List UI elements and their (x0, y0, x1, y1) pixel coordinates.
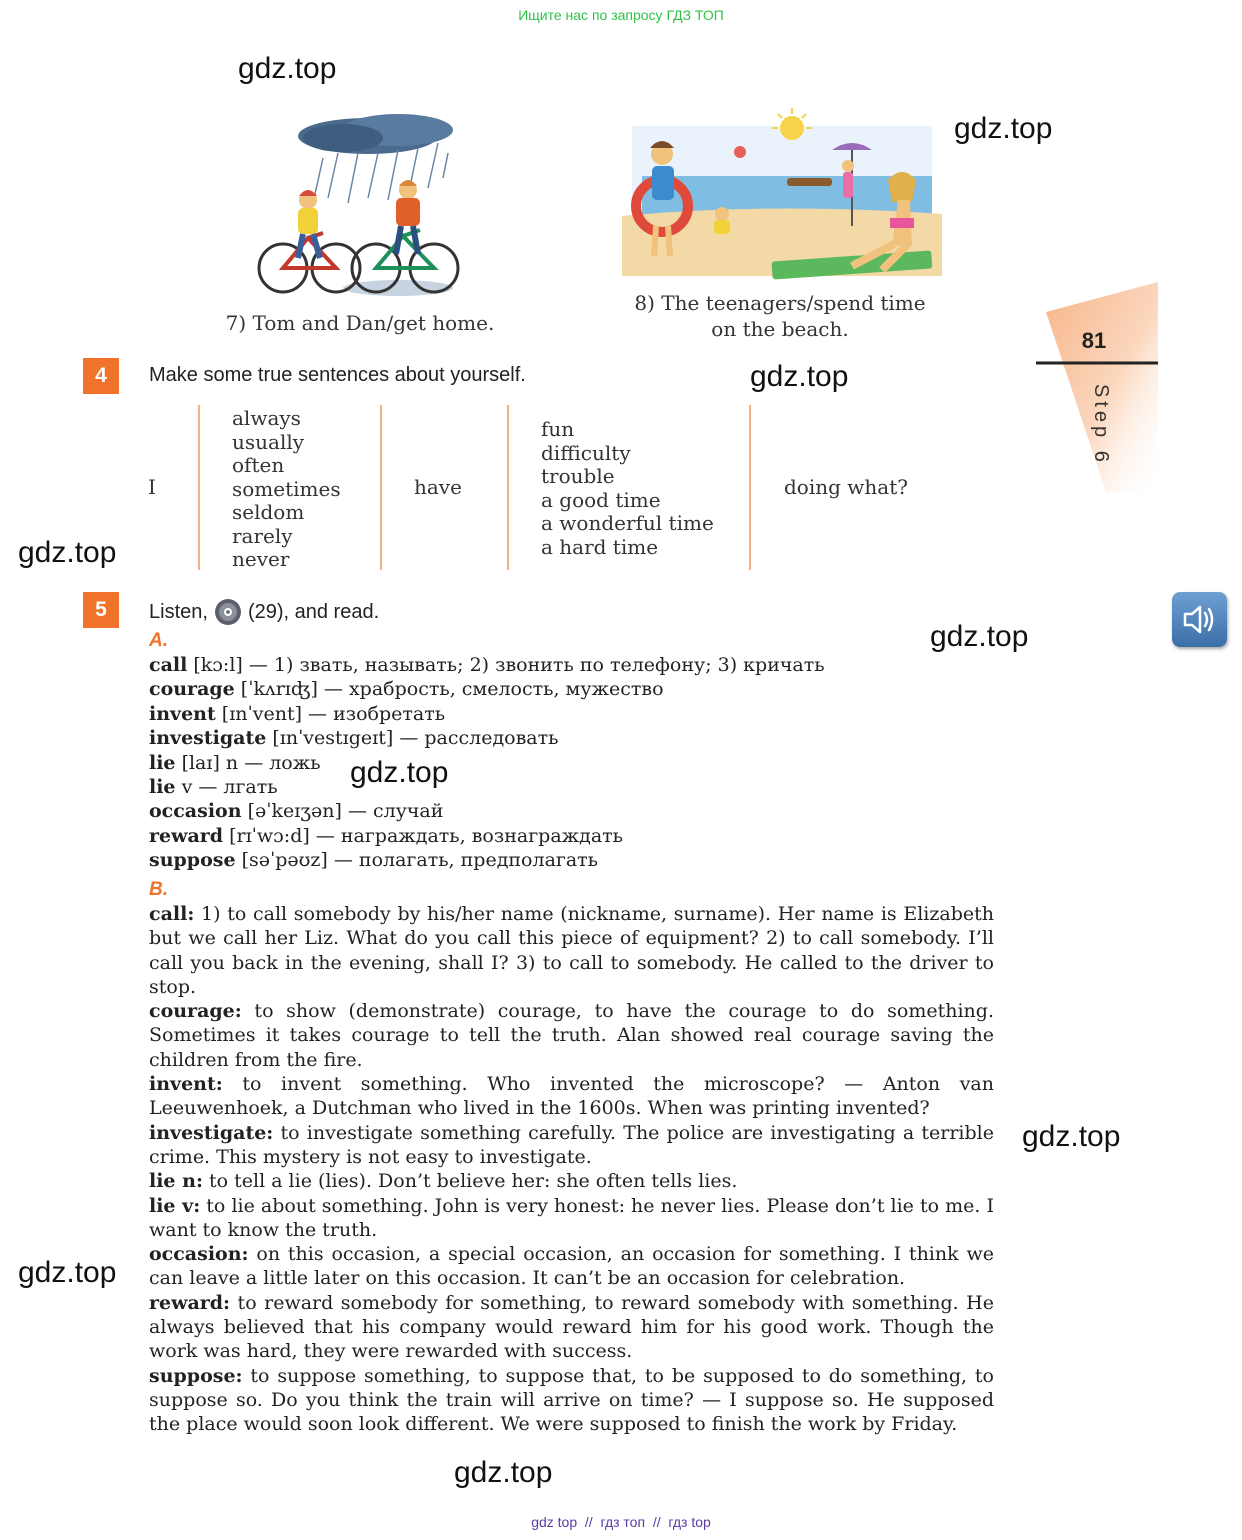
definition-word: suppose: (149, 1364, 243, 1387)
watermark: gdz.top (1022, 1120, 1121, 1153)
step-label: Step 6 (1090, 384, 1112, 466)
instruction-track: (29), and read. (247, 600, 380, 623)
vocab-word: occasion (149, 800, 242, 823)
adverb-item: often (232, 453, 285, 477)
section-b-label: B. (149, 879, 168, 900)
watermark: gdz.top (454, 1456, 553, 1489)
definition-entry (149, 1194, 994, 1243)
adverb-item: sometimes (232, 476, 341, 501)
adverb-item: never (232, 547, 290, 571)
watermark: gdz.top (750, 360, 849, 393)
watermark: gdz.top (18, 1256, 117, 1289)
table-divider (380, 405, 382, 570)
vocab-translation: [laɪ] n — ложь (175, 751, 321, 774)
definition-word: call: (149, 903, 195, 925)
definition-word: lie n: (149, 1170, 203, 1193)
substitution-subject: I (148, 475, 156, 499)
definition-text: to suppose something, to suppose that, to be supposed to do something, to suppose so. Do you think the train will arrive on time? — I suppose so. He supposed the place would soon look different. We were supposed to finish the work by Friday. (149, 1364, 994, 1436)
object-item: a good time (541, 487, 661, 512)
object-item: trouble (541, 464, 615, 488)
top-banner[interactable]: Ищите нас по запросу ГДЗ ТОП (518, 7, 724, 23)
vocab-word: call (149, 654, 188, 676)
definition-text: to lie about something. John is very honest: he never lies. Please don’t lie to me. I want to know the truth. (149, 1194, 994, 1241)
vocab-word: suppose (149, 849, 236, 872)
object-item: fun (541, 417, 575, 441)
table-divider (749, 405, 751, 570)
definitions-text (149, 902, 994, 1437)
table-divider (507, 405, 509, 570)
section-a-label: A. (149, 630, 168, 651)
vocab-word: lie (149, 751, 176, 774)
vocab-translation: v — лгать (175, 776, 278, 799)
image-caption-8-line1: 8) The teenagers/spend time (634, 291, 926, 315)
definition-entry (149, 1291, 994, 1364)
image-caption-8 (600, 290, 960, 342)
definition-word: courage: (149, 1000, 242, 1023)
vocab-entry (149, 799, 949, 823)
page-number: 81 (1081, 328, 1107, 353)
definition-entry (149, 1242, 994, 1291)
watermark: gdz.top (18, 536, 117, 569)
exercise-5-instruction (149, 598, 379, 626)
exercise-number-4: 4 (83, 358, 119, 394)
footer-links[interactable]: gdz top // гдз топ // гдз top (531, 1514, 711, 1530)
definition-word: occasion: (149, 1243, 249, 1266)
definition-entry (149, 1169, 994, 1193)
substitution-ending: doing what? (784, 475, 908, 499)
definition-entry (149, 902, 994, 999)
definition-entry (149, 999, 994, 1072)
watermark: gdz.top (954, 112, 1053, 145)
vocabulary-list (149, 653, 949, 873)
vocab-entry (149, 726, 949, 750)
beach-illustration (612, 106, 942, 282)
definition-word: reward: (149, 1291, 231, 1314)
vocab-entry (149, 775, 949, 799)
adverb-item: always (232, 406, 301, 430)
definition-text: to tell a lie (lies). Don’t believe her: she often tells lies. (202, 1170, 738, 1193)
adverb-item: rarely (232, 523, 293, 548)
vocab-word: invent (149, 702, 216, 725)
watermark: gdz.top (930, 620, 1029, 653)
vocab-entry (149, 702, 949, 726)
audio-play-button[interactable] (1172, 592, 1227, 647)
image-caption-7: 7) Tom and Dan/get home. (225, 311, 495, 335)
adverb-item: usually (232, 429, 305, 454)
definition-text: to show (demonstrate) courage, to have the courage to do something. Sometimes it takes courage to tell the truth. Alan showed real courage saving the children from the fire. (149, 1000, 994, 1071)
definition-word: invent: (149, 1073, 223, 1096)
definition-entry (149, 1072, 994, 1121)
image-caption-8-line2: on the beach. (711, 317, 849, 341)
vocab-entry (149, 653, 949, 677)
watermark: gdz.top (238, 52, 337, 85)
vocab-translation: [ˈkʌrɪʤ] — храбрость, смелость, мужество (234, 678, 664, 701)
cd-icon (214, 598, 242, 626)
vocab-translation: [əˈkeɪʒən] — случай (241, 800, 444, 823)
vocab-word: lie (149, 776, 176, 799)
object-item: a hard time (541, 534, 659, 559)
definition-word: lie v: (149, 1194, 201, 1217)
substitution-verb: have (414, 475, 462, 499)
vocab-translation: [rɪˈwɔ:d] — награждать, вознаграждать (223, 824, 624, 847)
vocab-translation: [səˈpəʊz] — полагать, предполагать (235, 849, 599, 872)
speaker-icon (1172, 592, 1227, 647)
table-divider (198, 405, 200, 570)
definition-text: to reward somebody for something, to reward somebody with something. He always believed that his company would reward him for his good work. Though the work was hard, they were rewarded with success. (149, 1291, 994, 1363)
vocab-entry (149, 824, 949, 848)
instruction-listen: Listen, (149, 600, 208, 623)
definition-text: to invent something. Who invented the microscope? — Anton van Leeuwenhoek, a Dutchman who lived in the 1600s. When was printing invented? (149, 1073, 994, 1120)
vocab-entry (149, 677, 949, 701)
definition-text: on this occasion, a special occasion, an occasion for something. I think we can leave a little later on this occasion. It can’t be an occasion for celebration. (149, 1243, 994, 1290)
rain-cyclists-illustration (248, 108, 470, 303)
vocab-word: investigate (149, 727, 267, 750)
vocab-translation: [ɪnˈvestɪgeɪt] — расследовать (266, 727, 559, 750)
definition-text: 1) to call somebody by his/her name (nickname, surname). Her name is Elizabeth but we call her Liz. What do you call this piece of equipment? 2) to call somebody. I’ll call you back in the evening, shall I? 3) to call to somebody. He called to the driver to stop. (149, 903, 994, 998)
vocab-word: reward (149, 824, 224, 847)
vocab-translation: [kɔ:l] — 1) звать, называть; 2) звонить по телефону; 3) кричать (187, 654, 825, 676)
vocab-entry (149, 848, 949, 872)
watermark: gdz.top (350, 756, 449, 789)
definition-entry (149, 1121, 994, 1170)
step-label-wrap (1084, 384, 1114, 484)
adverb-item: seldom (232, 500, 305, 524)
definition-word: investigate: (149, 1121, 274, 1144)
definition-entry (149, 1364, 994, 1437)
adverb-list (232, 407, 341, 572)
vocab-entry (149, 751, 949, 775)
object-item: difficulty (541, 440, 631, 465)
vocab-word: courage (149, 678, 235, 701)
object-item: a wonderful time (541, 511, 714, 535)
exercise-number-5: 5 (83, 592, 119, 628)
object-list (541, 418, 714, 559)
definition-text: to investigate something carefully. The police are investigating a terrible crime. This mystery is not easy to investigate. (149, 1121, 994, 1168)
vocab-translation: [ɪnˈvent] — изобретать (215, 702, 446, 725)
exercise-4-instruction: Make some true sentences about yourself. (149, 364, 526, 386)
